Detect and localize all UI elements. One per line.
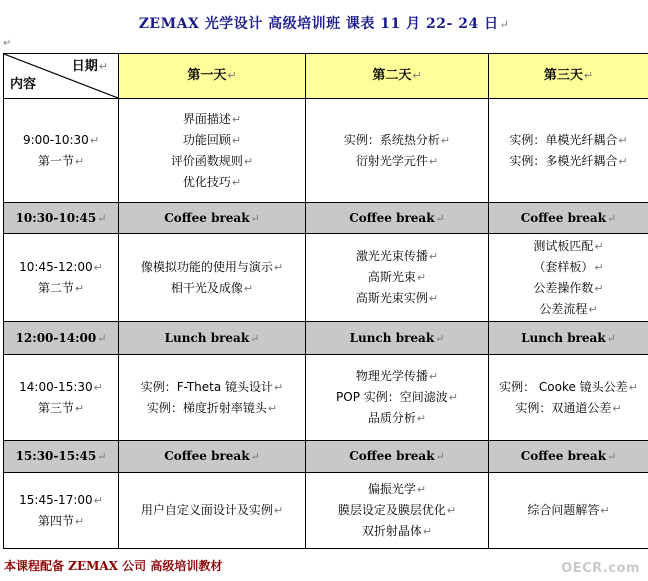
cell-line: 第四节↵ [37, 513, 85, 528]
watermark-logo: OECR.com [561, 561, 640, 576]
cell-line: POP 实例：空间滤波↵ [336, 390, 458, 404]
session-row [4, 473, 648, 549]
content-label: 内容 [10, 77, 37, 92]
page-title: ZEMAX 光学设计 高级培训班 课表 11 月 22- 24 日↵ [138, 16, 510, 32]
cell-line: 高斯光束实例↵ [355, 291, 439, 305]
day2-header: 第二天↵ [306, 54, 489, 99]
day3-cell [489, 355, 648, 441]
session-row [4, 355, 648, 441]
day2-cell [306, 234, 489, 322]
break-text: Coffee break [164, 210, 250, 225]
cell-line: 实例：单模光纤耦合↵ [509, 132, 628, 147]
cell-line: 15:45-17:00↵ [19, 492, 103, 507]
cell-line: 第三节↵ [37, 400, 85, 415]
cell-line: （套样板）↵ [533, 259, 604, 274]
cell-line: 高斯光束↵ [367, 270, 427, 284]
break-label-cell: Lunch break↵ [119, 322, 306, 355]
day3-header: 第三天↵ [489, 54, 648, 99]
break-label-cell: Coffee break↵ [119, 441, 306, 473]
cell-line: 实例：多模光纤耦合↵ [509, 153, 628, 168]
session-time-cell [4, 99, 119, 203]
break-text: Coffee break [520, 210, 607, 225]
break-text: 12:00-14:00 [15, 330, 97, 345]
break-text: Coffee break [349, 210, 435, 225]
day1-cell [119, 473, 306, 549]
break-label-cell: Lunch break↵ [489, 322, 648, 355]
cell-line: 膜层设定及膜层优化↵ [337, 503, 457, 517]
cell-line: 相干光及成像↵ [170, 280, 254, 295]
footer-note: 本课程配备 ZEMAX 公司 高级培训教材 [4, 559, 223, 573]
session-row [4, 99, 648, 203]
cell-line: 实例：双通道公差↵ [515, 400, 622, 415]
cell-line: 用户自定义面设计及实例↵ [140, 503, 284, 517]
cell-line: 实例： Cooke 镜头公差↵ [499, 379, 638, 394]
cell-line: 功能回顾↵ [182, 132, 242, 147]
header-row [4, 54, 648, 99]
break-text: Lunch break [521, 330, 606, 345]
cell-line: 14:00-15:30↵ [19, 379, 103, 394]
day3-cell [489, 234, 648, 322]
cell-line: 衍射光学元件↵ [355, 153, 439, 168]
break-row [4, 441, 648, 473]
break-label-cell: Coffee break↵ [489, 203, 648, 234]
break-label-cell: Coffee break↵ [489, 441, 648, 473]
day1-header: 第一天↵ [119, 54, 306, 99]
break-time-cell: 12:00-14:00↵ [4, 322, 119, 355]
cell-line: 实例：梯度折射率镜头↵ [146, 400, 278, 415]
break-row [4, 322, 648, 355]
cell-line: 激光光束传播↵ [355, 249, 439, 263]
session-row [4, 234, 648, 322]
break-text: Lunch break [164, 330, 250, 345]
cell-line: 像模拟功能的使用与演示↵ [140, 259, 284, 274]
cell-line: 界面描述↵ [182, 111, 242, 126]
session-time-cell [4, 234, 119, 322]
cell-line: 品质分析↵ [367, 411, 427, 425]
day3-cell [489, 473, 648, 549]
schedule-table [3, 53, 648, 549]
session-time-cell [4, 355, 119, 441]
break-label-cell: Lunch break↵ [306, 322, 489, 355]
break-text: 10:30-10:45 [15, 210, 97, 225]
cell-line: 优化技巧↵ [182, 174, 242, 189]
cell-line: 10:45-12:00↵ [19, 259, 103, 274]
break-text: Coffee break [349, 449, 435, 463]
cell-line: 实例：F-Theta 镜头设计↵ [140, 379, 284, 394]
break-text: Lunch break [349, 330, 435, 345]
paragraph-mark: ↵ [3, 38, 12, 49]
break-time-cell: 10:30-10:45↵ [4, 203, 119, 234]
break-row [4, 203, 648, 234]
cell-line: 实例：系统热分析↵ [343, 132, 451, 147]
corner-cell [4, 54, 119, 99]
break-text: Coffee break [520, 449, 607, 463]
day2-cell [306, 355, 489, 441]
cell-line: 第二节↵ [37, 280, 85, 295]
break-label-cell: Coffee break↵ [119, 203, 306, 234]
day1-cell [119, 234, 306, 322]
break-text: 15:30-15:45 [15, 449, 97, 463]
break-text: Coffee break [164, 449, 250, 463]
cell-line: 测试板匹配↵ [533, 238, 604, 253]
day1-cell [119, 355, 306, 441]
cell-line: 物理光学传播↵ [355, 369, 439, 383]
day3-cell [489, 99, 648, 203]
session-time-cell [4, 473, 119, 549]
cell-line: 综合问题解答↵ [527, 503, 610, 517]
cell-line: 评价函数规则↵ [170, 153, 254, 168]
break-time-cell: 15:30-15:45↵ [4, 441, 119, 473]
cell-line: 偏振光学↵ [367, 482, 427, 496]
day2-cell [306, 99, 489, 203]
break-label-cell: Coffee break↵ [306, 441, 489, 473]
day1-cell [119, 99, 306, 203]
cell-line: 公差操作数↵ [533, 280, 604, 295]
cell-line: 公差流程↵ [539, 301, 598, 316]
cell-line: 第一节↵ [37, 153, 85, 168]
break-label-cell: Coffee break↵ [306, 203, 489, 234]
day2-cell [306, 473, 489, 549]
cell-line: 双折射晶体↵ [361, 524, 433, 538]
date-label: 日期↵ [71, 59, 108, 74]
cell-line: 9:00-10:30↵ [22, 132, 100, 147]
